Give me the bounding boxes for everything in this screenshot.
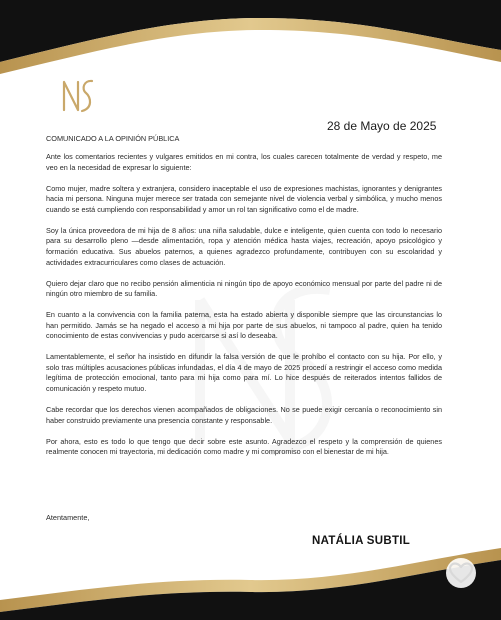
document-body <box>46 152 442 468</box>
paragraph-5: En cuanto a la convivencia con la familia paterna, esta ha estado abierta y disponible siempre que las circunstancias lo han permitido. Jamás se ha negado el acceso a mi hija por parte de sus abuelos, ni tampoco al padre, quien ha tenido conocimiento de estas convivencias y pudo acercarse si así lo deseaba. <box>46 310 442 341</box>
paragraph-3: Soy la única proveedora de mi hija de 8 años: una niña saludable, dulce e inteligente, quien cuenta con todo lo necesario para su desarrollo pleno —desde alimentación, ropa y atención médica hasta viajes, recreación, apoyo psicológico y formación educativa. Sus abuelos paternos, a quienes agradezco profundamente, contribuyen con su escolaridad y actividades extracurriculares como clases de actuación. <box>46 225 442 267</box>
paragraph-8: Por ahora, esto es todo lo que tengo que decir sobre este asunto. Agradezco el respeto y la comprensión de quienes realmente conocen mi trayectoria, mi dedicación como madre y mi compromiso con el bienestar de mi hija. <box>46 436 442 457</box>
paragraph-1: Ante los comentarios recientes y vulgares emitidos en mi contra, los cuales carecen totalmente de verdad y respeto, me veo en la necesidad de expresar lo siguiente: <box>46 152 442 172</box>
paragraph-4: Quiero dejar claro que no recibo pensión alimenticia ni ningún tipo de apoyo económico mensual por parte del padre ni de ningún otro miembro de su familia. <box>46 278 442 299</box>
paragraph-7: Cabe recordar que los derechos vienen acompañados de obligaciones. No se puede exigir cercanía o reconocimiento sin haber construido previamente una presencia constante y responsable. <box>46 405 442 425</box>
ns-monogram-logo <box>58 76 100 116</box>
heart-outline-icon <box>444 556 478 590</box>
closing-line: Atentamente, <box>46 513 90 522</box>
paragraph-6: Lamentablemente, el señor ha insistido en difundir la falsa versión de que le prohíbo el contacto con su hija. Por ello, y solo tras múltiples acusaciones públicas infundadas, el día 4 de mayo de 2025 procedí a restringir el acceso como medida legítima de protección emocional, tanto para mi hija como para mí. Lo hice después de reiterados intentos fallidos de comunicación y respeto mutuo. <box>46 352 442 394</box>
paragraph-2: Como mujer, madre soltera y extranjera, considero inaceptable el uso de expresiones machistas, ignorantes y denigrantes hacia mi persona. Ninguna mujer merece ser tratada con semejante nivel de violencia verbal y simbólica, y mucho menos cuando se está cumpliendo con responsabilidad y amor un rol tan significativo como el de madre. <box>46 183 442 214</box>
signature-name: NATÁLIA SUBTIL <box>312 535 411 547</box>
document-heading: COMUNICADO A LA OPINIÓN PÚBLICA <box>46 134 180 143</box>
document-date: 28 de Mayo de 2025 <box>327 119 437 133</box>
